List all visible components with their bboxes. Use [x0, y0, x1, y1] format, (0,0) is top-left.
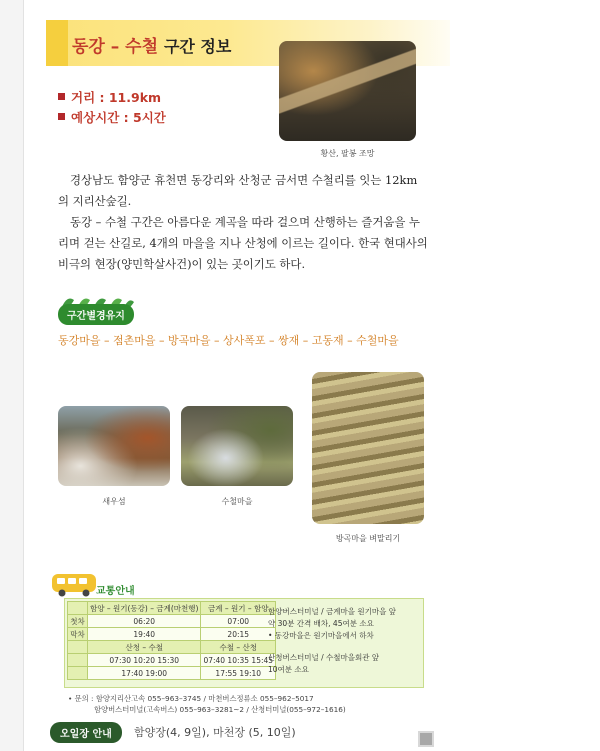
- note-line: • 동강마을은 원기마을에서 하차: [268, 631, 374, 640]
- table-header: 수철 – 산청: [201, 641, 276, 654]
- table-cell: 17:55 19:10: [201, 667, 276, 680]
- title-accent: [46, 20, 68, 66]
- contact-info: [68, 693, 346, 715]
- transport-note-sancheong: [268, 652, 379, 676]
- table-cell: 06:20: [88, 615, 201, 628]
- route-path: 동강마을 – 점촌마을 – 방곡마을 – 상사폭포 – 쌍재 – 고동재 – 수철마을: [58, 334, 399, 347]
- route-badge: 구간별경유지: [58, 304, 134, 325]
- photo-saeusom: [58, 406, 170, 486]
- table-cell: 07:30 10:20 15:30: [88, 654, 201, 667]
- table-cell: 17:40 19:00: [88, 667, 201, 680]
- bullet-square-icon: [58, 93, 65, 100]
- transport-note-hamyang: [268, 606, 396, 642]
- table-row: [68, 628, 276, 641]
- table-row: [68, 654, 276, 667]
- time-text: 예상시간 : 5시간: [71, 110, 166, 125]
- table-cell: [68, 641, 88, 654]
- photo-banggok: [312, 372, 424, 524]
- note-line: 함양버스터미널 / 금계마을 원기마을 앞: [268, 607, 396, 616]
- page-title: [72, 32, 231, 57]
- table-row: [68, 667, 276, 680]
- distance-info: [58, 88, 161, 106]
- caption-banggok: 방곡마을 벼말리기: [335, 534, 401, 543]
- caption-sucheol: 수철마을: [221, 497, 253, 506]
- description-p1: 경상남도 함양군 휴천면 동강리와 산청군 금서면 수철리를 잇는 12km의 지리산숲길.: [58, 173, 418, 208]
- bullet-square-icon: [58, 113, 65, 120]
- description: [58, 170, 428, 275]
- table-cell: 19:40: [88, 628, 201, 641]
- transport-table: [67, 601, 276, 680]
- photo-hwangsan: [279, 41, 416, 141]
- table-header: 산청 – 수철: [88, 641, 201, 654]
- note-line: 산청버스터미널 / 수철마을회관 앞: [268, 653, 380, 662]
- table-cell: [68, 654, 88, 667]
- caption-saeusom: 새우섬: [102, 497, 126, 506]
- page-edge: [0, 0, 24, 751]
- route-badge-group: [52, 292, 142, 328]
- page-corner: [418, 731, 434, 747]
- note-line: 10여분 소요: [268, 665, 309, 674]
- contact-line: 함양버스터미널(고속버스) 055–963–3281~2 / 산청터미널(055–972–1616): [94, 705, 346, 714]
- photo-sucheol: [181, 406, 293, 486]
- distance-text: 거리 : 11.9km: [71, 90, 162, 105]
- market-text: 함양장(4, 9일), 마천장 (5, 10일): [134, 726, 296, 739]
- market-label: 오일장 안내: [50, 722, 122, 743]
- description-p2: 동강 – 수철 구간은 아름다운 계곡을 따라 걸으며 산행하는 즐거움을 누리며 걷는 산길로, 4개의 마을을 지나 산청에 이르는 길이다. 한국 현대사의 비극의 현장(양민학살사건)이 있는 곳이기도 하다.: [58, 215, 428, 271]
- table-label: 첫차: [68, 615, 88, 628]
- caption-hwangsan: 황산, 팔봉 조망: [320, 149, 375, 158]
- transport-title: 교통안내: [96, 586, 135, 597]
- title-sub: 구간 정보: [163, 37, 232, 56]
- table-row: [68, 641, 276, 654]
- table-cell: 20:15: [201, 628, 276, 641]
- time-info: [58, 108, 166, 126]
- title-main: 동강 – 수철: [72, 37, 159, 57]
- table-label: 막차: [68, 628, 88, 641]
- table-row: [68, 615, 276, 628]
- contact-line: • 문의 : 함양지리산고속 055–963–3745 / 마천버스정류소 055–962–5017: [68, 694, 314, 703]
- table-row: [68, 602, 276, 615]
- table-cell: [68, 667, 88, 680]
- note-line: 약 30분 간격 배차, 45여분 소요: [268, 619, 374, 628]
- table-cell: [68, 602, 88, 615]
- table-cell: 07:40 10:35 15:45: [201, 654, 276, 667]
- table-header: 함양 – 원기(동강) – 금계(마천행): [88, 602, 201, 615]
- table-cell: 07:00: [201, 615, 276, 628]
- table-header: 금계 – 원기 – 함양: [201, 602, 276, 615]
